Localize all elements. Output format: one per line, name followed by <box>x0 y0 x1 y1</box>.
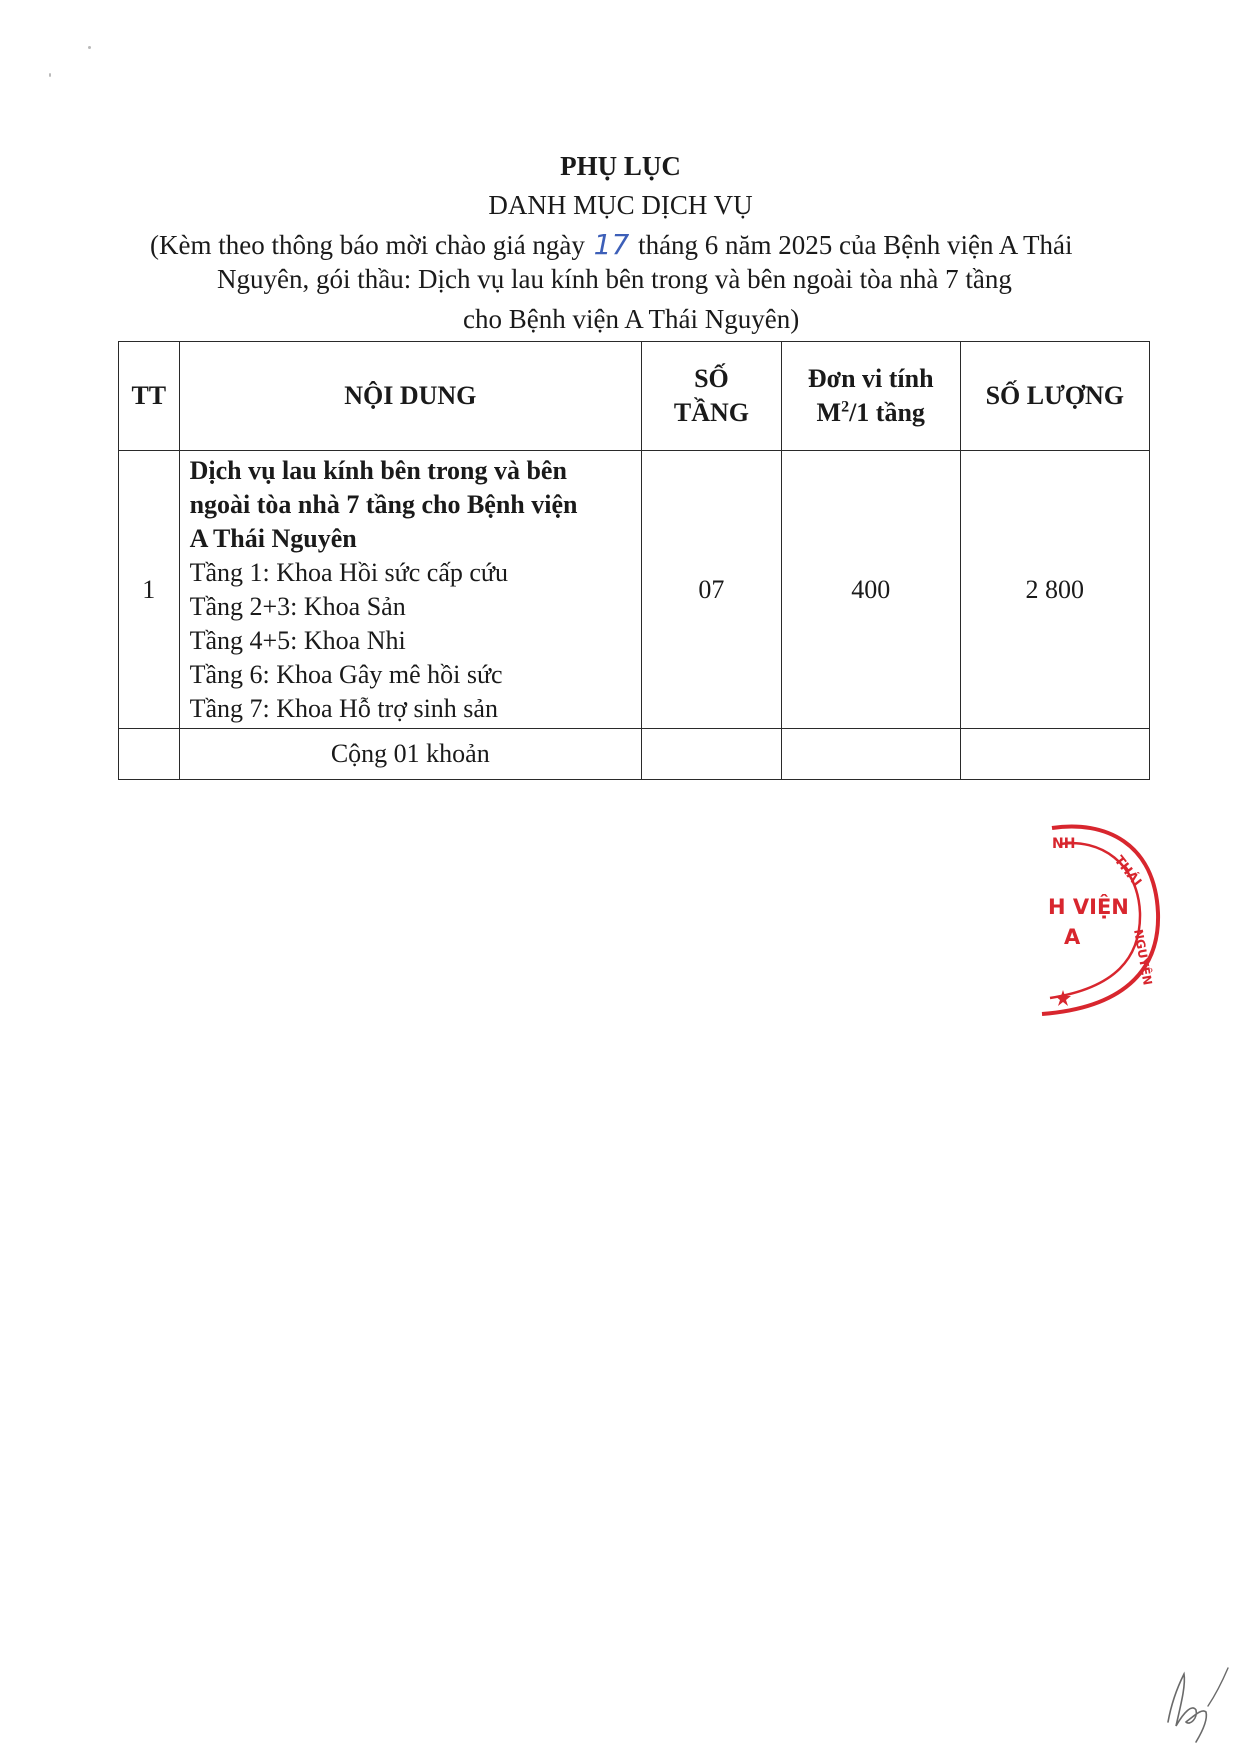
header-unit-line-1: Đơn vi tính <box>807 364 934 393</box>
header-content: NỘI DUNG <box>179 342 641 451</box>
cell-floor-count: 07 <box>642 451 782 729</box>
header-floor-count-line-2: TẦNG <box>673 398 749 427</box>
cell-content <box>179 451 641 729</box>
total-cell-quantity <box>960 729 1149 780</box>
content-title-line-2: ngoài tòa nhà 7 tầng cho Bệnh viện <box>189 490 578 519</box>
header-floor-count-line-1: SỐ <box>694 364 729 393</box>
scan-speck <box>49 73 51 77</box>
caption-prefix: (Kèm theo thông báo mời chào giá ngày <box>150 230 585 260</box>
cell-quantity: 2 800 <box>960 451 1149 729</box>
service-list-title: DANH MỤC DỊCH VỤ <box>488 190 753 220</box>
cell-tt: 1 <box>119 451 180 729</box>
total-cell-tt <box>119 729 180 780</box>
hospital-stamp-icon <box>1030 818 1172 1018</box>
content-title-line-1: Dịch vụ lau kính bên trong và bên <box>189 456 567 485</box>
stamp-text-center-1: H VIỆN <box>1048 895 1129 919</box>
floor-item: Tầng 2+3: Khoa Sản <box>189 592 406 621</box>
header-unit <box>781 342 960 451</box>
floor-item: Tầng 7: Khoa Hỗ trợ sinh sản <box>189 694 498 723</box>
table-header-row <box>119 342 1150 451</box>
table-row <box>119 451 1150 729</box>
total-label: Cộng 01 khoản <box>179 729 641 780</box>
total-cell-unit <box>781 729 960 780</box>
unit-rest: /1 tầng <box>849 398 925 427</box>
content-title-line-3: A Thái Nguyên <box>189 524 357 553</box>
header-tt: TT <box>119 342 180 451</box>
caption-line-2: Nguyên, gói thầu: Dịch vụ lau kính bên trong và bên ngoài tòa nhà 7 tầng <box>217 264 1012 294</box>
floor-item: Tầng 4+5: Khoa Nhi <box>189 626 406 655</box>
unit-superscript: 2 <box>841 398 850 416</box>
service-table <box>118 341 1150 780</box>
stamp-text-top: NH <box>1052 836 1076 852</box>
scan-speck <box>88 46 91 49</box>
header-quantity: SỐ LƯỢNG <box>960 342 1149 451</box>
caption-line-1 <box>150 228 1073 261</box>
floor-item: Tầng 1: Khoa Hồi sức cấp cứu <box>189 558 509 587</box>
signature-icon <box>1150 1660 1235 1745</box>
stamp-text-center-2: A <box>1064 925 1081 949</box>
stamp-text-arc: THÁI <box>1110 853 1145 890</box>
appendix-title: PHỤ LỤC <box>560 151 681 181</box>
total-row <box>119 729 1150 780</box>
stamp-text-side: NGUYÊN <box>1131 928 1155 987</box>
total-cell-floor-count <box>642 729 782 780</box>
handwritten-day: 17 <box>593 228 630 261</box>
cell-unit: 400 <box>781 451 960 729</box>
caption-suffix: tháng 6 năm 2025 của Bệnh viện A Thái <box>638 230 1073 260</box>
header-unit-line-2 <box>783 396 959 430</box>
floor-item: Tầng 6: Khoa Gây mê hồi sức <box>189 660 503 689</box>
caption-line-3: cho Bệnh viện A Thái Nguyên) <box>463 304 800 334</box>
header-floor-count <box>642 342 782 451</box>
unit-base: M <box>816 398 842 427</box>
